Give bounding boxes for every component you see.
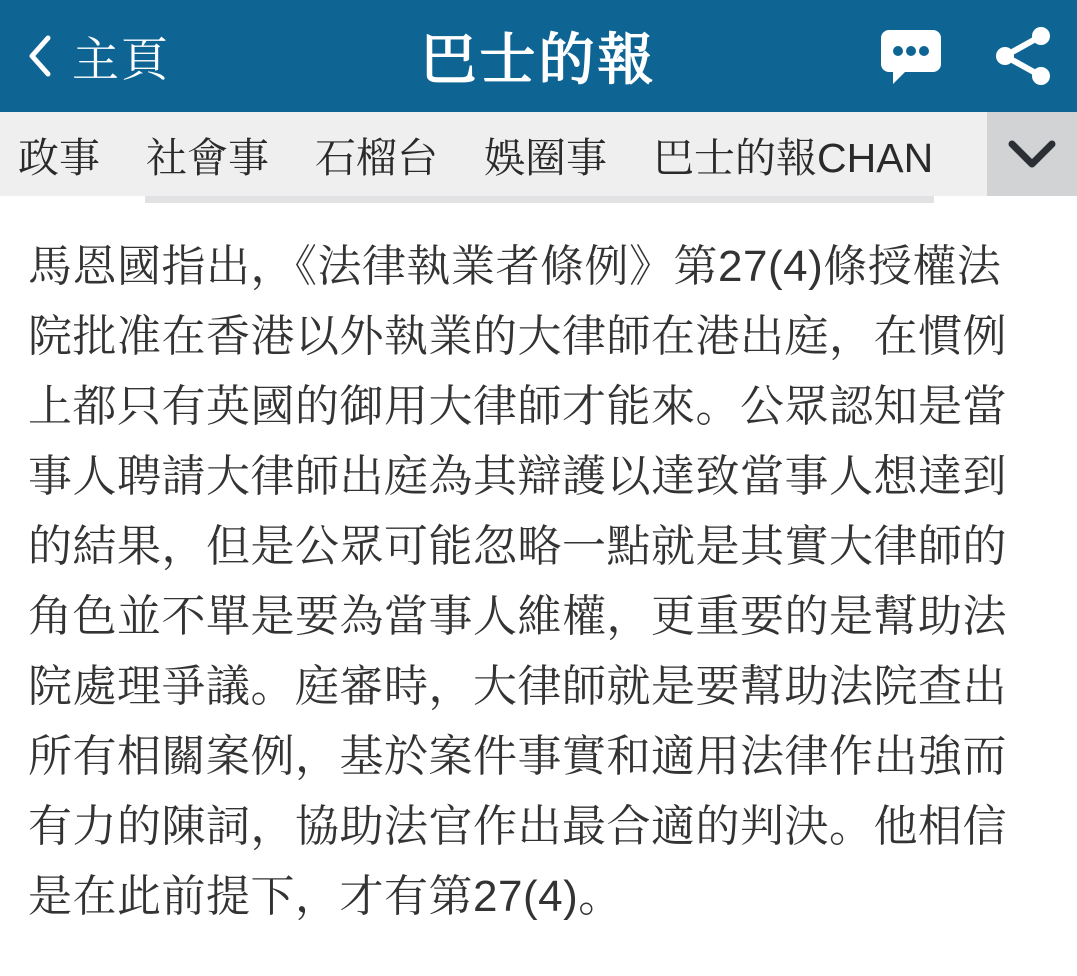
chevron-down-icon [1008,140,1056,168]
tabbar-shadow [145,196,934,203]
comment-icon[interactable] [879,26,943,86]
share-icon[interactable] [995,26,1051,86]
category-tab-bar [0,112,1077,196]
article-text-line: 事人聘請大律師出庭為其辯護以達致當事人想達到 [28,452,1007,501]
article-text-line: 是在此前提下，才有第27(4)。 [28,872,623,921]
article-text-line: 有力的陳詞，協助法官作出最合適的判決。他相信 [28,802,1007,851]
article-text-line: 院處理爭議。庭審時，大律師就是要幫助法院查出 [28,662,1007,711]
article-text-line: 院批准在香港以外執業的大律師在港出庭，在慣例 [28,312,1007,361]
header-actions [879,26,1051,86]
tab-politics[interactable]: 政事 [18,134,100,181]
tab-society[interactable]: 社會事 [146,134,269,181]
article-text-line: 的結果，但是公眾可能忽略一點就是其實大律師的 [28,522,1007,571]
article-text-line: 馬恩國指出，《法律執業者條例》第27(4)條授權法 [28,242,1002,291]
back-label[interactable]: 主頁 [72,32,170,86]
article-text-line: 角色並不單是要為當事人維權，更重要的是幫助法 [28,592,1007,641]
expand-tabs-button[interactable] [987,112,1077,196]
tab-shiliutai[interactable]: 石榴台 [315,134,438,181]
back-button[interactable] [26,23,170,90]
tab-entertainment[interactable]: 娛圈事 [484,134,607,181]
article-text-line: 所有相關案例，基於案件事實和適用法律作出強而 [28,732,1007,781]
article-text-line: 上都只有英國的御用大律師才能來。公眾認知是當 [28,382,1007,431]
app-logo-text: 巴士的報 [420,28,657,91]
app-header-bar [0,0,1077,112]
tab-channel[interactable]: 巴士的報CHAN [653,134,934,181]
article-body [0,196,1077,932]
back-chevron-icon [26,34,52,78]
